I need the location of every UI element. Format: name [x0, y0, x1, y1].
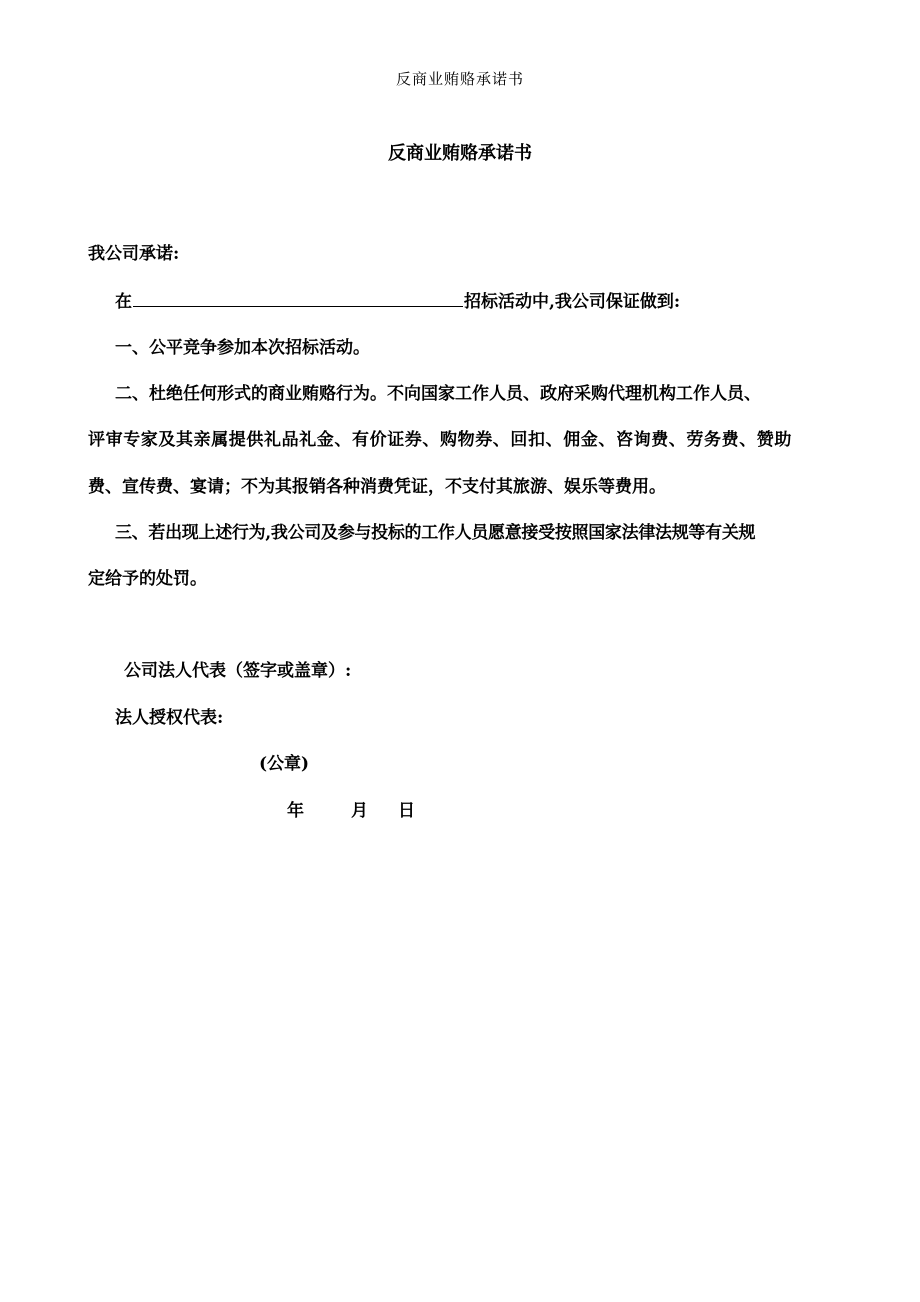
commitment-line — [115, 288, 680, 314]
commitment-prefix: 在 — [115, 292, 132, 312]
item-3-line-2: 定给予的处罚。 — [88, 569, 207, 589]
item-2-line-2: 评审专家及其亲属提供礼品礼金、有价证券、购物券、回扣、佣金、咨询费、劳务费、赞助 — [88, 430, 792, 450]
document-title: 反商业贿赂承诺书 — [388, 143, 532, 164]
item-2-line-1: 二、杜绝任何形式的商业贿赂行为。不向国家工作人员、政府采购代理机构工作人员、 — [115, 384, 761, 404]
item-1: 一、公平竞争参加本次招标活动。 — [115, 338, 370, 358]
date-day: 日 — [398, 801, 415, 821]
commitment-suffix: 招标活动中,我公司保证做到: — [464, 292, 681, 312]
date-month: 月 — [351, 801, 368, 821]
legal-representative-label: 公司法人代表（签字或盖章）: — [124, 661, 352, 681]
authorized-representative-label: 法人授权代表: — [115, 708, 224, 728]
item-2-line-3: 费、宣传费、宴请；不为其报销各种消费凭证，不支付其旅游、娱乐等费用。 — [88, 477, 666, 497]
item-3-line-1: 三、若出现上述行为,我公司及参与投标的工作人员愿意接受按照国家法律法规等有关规 — [115, 523, 756, 543]
intro-text: 我公司承诺: — [88, 244, 180, 264]
company-seal-label: (公章) — [259, 754, 310, 774]
running-header: 反商业贿赂承诺书 — [395, 70, 524, 88]
tender-name-blank — [133, 288, 463, 307]
date-year: 年 — [287, 801, 304, 821]
